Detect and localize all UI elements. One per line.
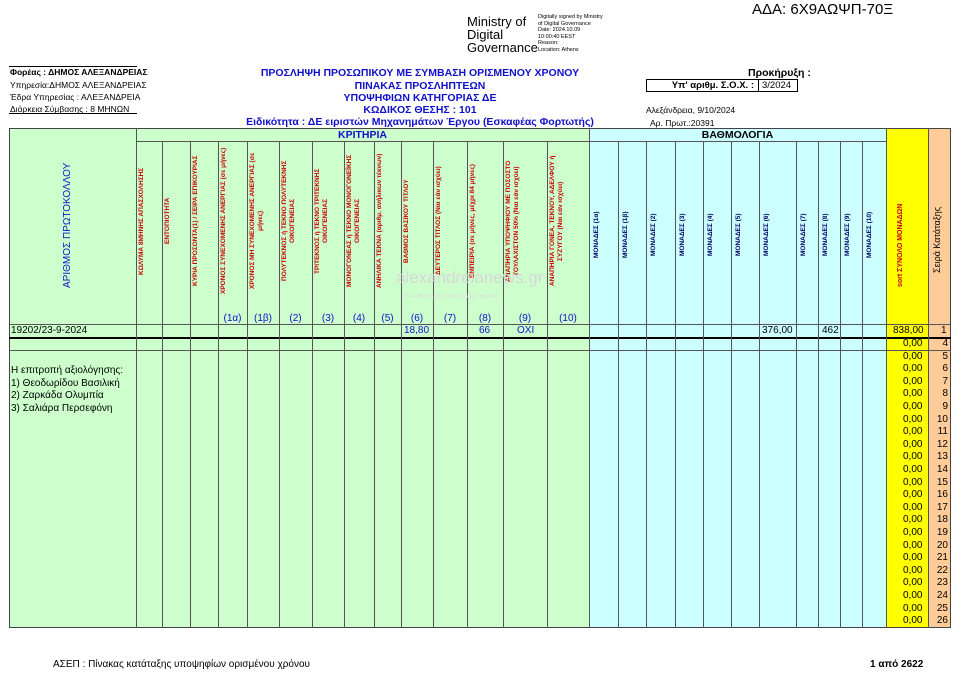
criteria-header: ΚΥΡΙΑ ΠΡΟΣΟΝΤΑ(1) / ΣΕΙΡΑ ΕΠΙΚΟΥΡΙΑΣ (192, 155, 199, 287)
committee-member: 2) Ζαρκάδα Ολυμπία (11, 390, 104, 401)
score-col-line (703, 141, 704, 628)
digital-signature (538, 14, 603, 53)
prokiryxi-label: Προκήρυξη : (748, 67, 811, 79)
row-total: 0,00 (903, 363, 923, 375)
row-rank: 5 (942, 350, 948, 362)
title-line-3: ΥΠΟΨΗΦΙΩΝ ΚΑΤΗΓΟΡΙΑΣ ΔΕ (343, 92, 497, 104)
row-rank: 11 (937, 426, 948, 438)
criteria-number: (6) (410, 313, 424, 324)
criteria-header: ΕΝΤΟΠΙΟΤΗΤΑ (164, 197, 171, 245)
row-rank: 4 (942, 338, 948, 349)
row-rank: 10 (936, 413, 948, 425)
row-rank: 20 (936, 539, 948, 551)
row-rank: 21 (936, 552, 948, 564)
criteria-number: (1β) (254, 313, 272, 324)
sox-label: Υπ' αριθμ. Σ.Ο.Χ. : (647, 80, 759, 91)
row-total: 0,00 (903, 514, 923, 526)
criteria-col-line (218, 141, 219, 628)
signature-line: of Digital Governance (538, 20, 591, 27)
row-rank: 9 (942, 401, 948, 412)
org-diarkeia: Διάρκεια Σύμβασης : 8 ΜΗΝΩΝ (10, 104, 130, 114)
row-rank: 22 (936, 564, 948, 576)
ada-code: ΑΔΑ: 6Χ9ΑΩΨΠ-70Ξ (752, 1, 894, 18)
score-header: ΜΟΝΑΔΕΣ (4) (707, 213, 714, 257)
row-total: 0,00 (903, 413, 923, 425)
criteria-col-line (190, 141, 191, 628)
score-header: ΜΟΝΑΔΕΣ (9) (844, 213, 851, 257)
row-rank: 25 (936, 602, 948, 614)
row1-disability: ΟΧΙ (517, 325, 535, 336)
score-col-line (646, 141, 647, 628)
row-rank: 18 (936, 514, 948, 526)
row-total: 0,00 (903, 602, 923, 614)
protocol-number: Αρ. Πρωτ.:20391 (650, 118, 715, 128)
row-total: 0,00 (903, 501, 923, 513)
criteria-col-line (162, 141, 163, 628)
criteria-col-line (247, 141, 248, 628)
criteria-header: ΑΝΗΛΙΚΑ ΤΕΚΝΑ (αριθμ. ανήλικων τέκνων) (376, 153, 383, 289)
row1-units6: 376,00 (762, 325, 793, 336)
footer-page: 1 από 2622 (870, 659, 924, 670)
criteria-header: ΧΡΟΝΟΣ ΜΗ ΣΥΝΕΧΟΜΕΝΗΣ ΑΝΕΡΓΙΑΣ (σε μήνες) (249, 152, 264, 290)
row-total: 0,00 (903, 577, 923, 589)
score-col-line (862, 141, 863, 628)
criteria-header: ΜΟΝΟΓΟΝΕΑΣ ή ΤΕΚΝΟ ΜΟΝΟΓΟΝΕΪΚΗΣ ΟΙΚΟΓΕΝΕΙΑΣ (346, 154, 361, 288)
row-total: 0,00 (903, 539, 923, 551)
score-header: ΜΟΝΑΔΕΣ (3) (679, 213, 686, 257)
row-rank: 16 (936, 489, 948, 501)
criteria-header: ΑΝΑΠΗΡΙΑ ΓΟΝΕΑ, ΤΕΚΝΟΥ, ΑΔΕΛΦΟΥ ή ΣΥΖΥΓΟΥ (Ναι εάν ισχύει) (549, 155, 564, 287)
criteria-header: ΑΝΑΠΗΡΙΑ ΥΠΟΨΗΦΙΟΥ ΜΕ ΠΟΣΟΣΤΟ ΤΟΥΛΑΧΙΣΤΟΝ 50% (Ναι εάν ισχύει) (505, 160, 520, 282)
kritiria-header: ΚΡΙΤΗΡΙΑ (337, 129, 387, 141)
signature-line: Date: 2024.10.09 (538, 27, 581, 33)
score-col-line (818, 141, 819, 628)
score-header: ΜΟΝΑΔΕΣ (1β) (622, 211, 629, 259)
score-header: ΜΟΝΑΔΕΣ (2) (650, 213, 657, 257)
criteria-number: (3) (321, 313, 335, 324)
row-rank: 26 (936, 615, 948, 627)
criteria-number: (9) (518, 313, 532, 324)
committee-member: 3) Σαλιάρα Περσεφόνη (11, 402, 113, 414)
row-total: 0,00 (903, 426, 923, 438)
watermark-sub: Η καθημερινή σας ενημέρωση (404, 293, 498, 300)
criteria-header: ΠΟΛΥΤΕΚΝΟΣ ή ΤΕΚΝΟ ΠΟΛΥΤΕΚΝΗΣ ΟΙΚΟΓΕΝΕΙΑΣ (281, 160, 296, 282)
title-line-4: ΚΩΔΙΚΟΣ ΘΕΣΗΣ : 101 (363, 104, 477, 116)
col-total: sort ΣΥΝΟΛΟ ΜΟΝΑΔΩΝ (897, 203, 904, 287)
committee-member: 1) Θεοδωρίδου Βασιλική (11, 377, 120, 389)
score-col-line (759, 141, 760, 628)
row-rank: 12 (936, 438, 948, 450)
row-rank: 19 (936, 527, 948, 538)
row-total: 0,00 (903, 338, 923, 349)
row-total: 0,00 (903, 590, 923, 601)
ministry-line: Digital (467, 27, 504, 42)
scores-start-line (589, 128, 590, 628)
row-total: 0,00 (903, 552, 923, 564)
score-col-line (840, 141, 841, 628)
committee-block (11, 365, 123, 415)
org-ypiresia: Υπηρεσία:ΔΗΜΟΣ ΑΛΕΞΑΝΔΡΕΙΑΣ (10, 80, 147, 90)
criteria-header: ΔΕΥΤΕΡΟΣ ΤΙΤΛΟΣ (Ναι εάν ισχύει) (435, 166, 442, 276)
sox-box (646, 79, 798, 92)
signature-line: Reason: (538, 40, 559, 46)
criteria-col-line (401, 141, 402, 628)
committee-heading: Η επιτροπή αξιολόγησης: (11, 365, 124, 376)
score-header: ΜΟΝΑΔΕΣ (7) (800, 213, 807, 257)
org-edra: Έδρα Υπηρεσίας : ΑΛΕΞΑΝΔΡΕΙΑ (10, 92, 141, 102)
criteria-number: (10) (559, 313, 577, 324)
criteria-col-line (547, 141, 548, 628)
score-col-line (618, 141, 619, 628)
criteria-number: (7) (443, 313, 457, 324)
criteria-header: ΚΩΛΥΜΑ 8ΜΗΝΗΣ ΑΠΑΣΧΟΛΗΣΗΣ (138, 167, 145, 275)
sox-value: 3/2024 (762, 80, 792, 91)
row-total: 0,00 (903, 615, 923, 627)
criteria-number: (2) (289, 313, 302, 324)
score-header: ΜΟΝΑΔΕΣ (8) (822, 213, 829, 257)
ministry-logo-text (467, 15, 538, 54)
score-header: ΜΟΝΑΔΕΣ (10) (866, 211, 873, 259)
row-total: 0,00 (903, 564, 923, 576)
first-row-bottom (9, 350, 951, 351)
criteria-header: ΤΡΙΤΕΚΝΟΣ ή ΤΕΚΝΟ ΤΡΙΤΕΚΝΗΣ ΟΙΚΟΓΕΝΕΙΑΣ (314, 168, 329, 274)
criteria-header: ΒΑΘΜΟΣ ΒΑΣΙΚΟΥ ΤΙΤΛΟΥ (403, 179, 410, 263)
criteria-col-line (279, 141, 280, 628)
row-total: 0,00 (903, 350, 923, 362)
row-total: 0,00 (903, 527, 923, 538)
header-bottom-line (9, 337, 951, 339)
rank-col-line (928, 128, 929, 628)
criteria-col-line (136, 128, 137, 628)
row-rank: 13 (936, 451, 948, 463)
signature-line: Location: Athens (538, 46, 579, 53)
ministry-line: Governance (467, 40, 538, 55)
criteria-header: ΕΜΠΕΙΡΙΑ (σε μήνες, μέχρι 84 μήνες) (469, 164, 476, 278)
footer-title: ΑΣΕΠ : Πίνακας κατάταξης υποψηφίων ορισμένου χρόνου (53, 659, 311, 670)
row-total: 0,00 (903, 401, 923, 412)
row-rank: 15 (936, 476, 948, 488)
title-line-2: ΠΙΝΑΚΑΣ ΠΡΟΣΛΗΠΤΕΩΝ (354, 80, 486, 92)
row1-total: 838,00 (893, 325, 924, 336)
row-rank: 7 (942, 375, 948, 387)
row-total: 0,00 (903, 464, 923, 475)
signature-line: 10:00:40 EEST (538, 33, 576, 40)
col-rank: Σειρά Κατάταξης (932, 206, 942, 274)
score-col-line (796, 141, 797, 628)
row-rank: 23 (936, 577, 948, 589)
row1-rank: 1 (941, 325, 947, 336)
row-total: 0,00 (903, 438, 923, 450)
score-header: ΜΟΝΑΔΕΣ (5) (735, 213, 742, 257)
col-protocol: ΑΡΙΘΜΟΣ ΠΡΩΤΟΚΟΛΛΟΥ (62, 162, 73, 288)
criteria-number: (4) (352, 313, 366, 324)
criteria-number: (8) (478, 313, 492, 324)
criteria-col-line (433, 141, 434, 628)
row1-degree: 18,80 (404, 325, 430, 336)
criteria-col-line (312, 141, 313, 628)
document-date: Αλεξάνδρεια, 9/10/2024 (646, 105, 736, 115)
score-col-line (731, 141, 732, 628)
row-rank: 8 (942, 388, 948, 400)
row1-experience: 66 (479, 325, 491, 336)
row-rank: 24 (936, 590, 948, 601)
total-col-line (886, 128, 887, 628)
row-total: 0,00 (903, 476, 923, 488)
criteria-number: (5) (381, 313, 394, 324)
row-rank: 6 (942, 363, 948, 375)
score-col-line (675, 141, 676, 628)
row-total: 0,00 (903, 489, 923, 501)
title-specialty: Ειδικότητα : ΔΕ ειριστών Μηχανημάτων Έργου (Εσκαφέας Φορτωτής) (246, 116, 594, 128)
criteria-col-line (467, 141, 468, 628)
header-divider (136, 141, 886, 142)
row-total: 0,00 (903, 451, 923, 463)
criteria-number: (1α) (223, 313, 242, 324)
row-total: 0,00 (903, 388, 923, 400)
row1-protocol: 19202/23-9-2024 (11, 325, 88, 336)
signature-line: Digitally signed by Ministry (538, 14, 603, 20)
score-header: ΜΟΝΑΔΕΣ (6) (763, 213, 770, 257)
criteria-col-line (503, 141, 504, 628)
org-foreas: Φορέας : ΔΗΜΟΣ ΑΛΕΞΑΝΔΡΕΙΑΣ (10, 67, 148, 77)
criteria-col-line (374, 141, 375, 628)
row1-units8: 462 (822, 325, 839, 336)
criteria-col-line (344, 141, 345, 628)
row-total: 0,00 (903, 375, 923, 387)
row-rank: 17 (936, 501, 948, 513)
criteria-header: ΧΡΟΝΟΣ ΣΥΝΕΧΟΜΕΝΗΣ ΑΝΕΡΓΙΑΣ (σε μήνες) (220, 147, 227, 295)
score-header: ΜΟΝΑΔΕΣ (1α) (593, 211, 600, 259)
watermark: alexandreianews.gr (396, 268, 544, 287)
ministry-line: Ministry of (467, 14, 527, 29)
vathmologia-header: ΒΑΘΜΟΛΟΓΙΑ (701, 129, 774, 141)
row-rank: 14 (936, 464, 948, 475)
title-line-1: ΠΡΟΣΛΗΨΗ ΠΡΟΣΩΠΙΚΟΥ ΜΕ ΣΥΜΒΑΣΗ ΟΡΙΣΜΕΝΟΥ ΧΡΟΝΟΥ (260, 67, 580, 79)
